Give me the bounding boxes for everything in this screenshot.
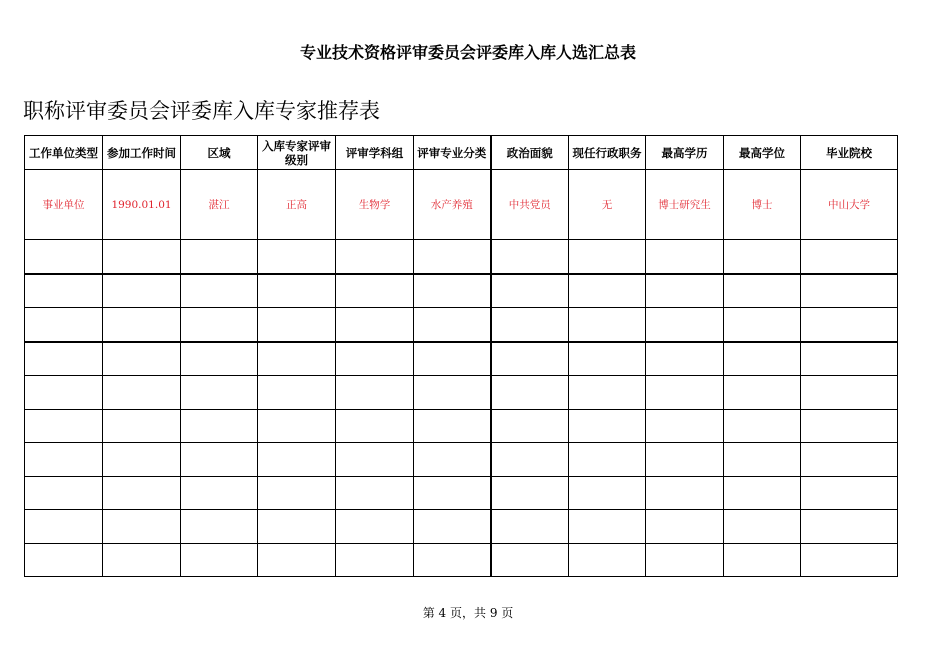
empty-row [25,274,898,308]
empty-cell[interactable] [491,510,569,544]
empty-row [25,476,898,510]
empty-cell[interactable] [491,476,569,510]
empty-cell[interactable] [258,342,336,376]
empty-cell[interactable] [569,376,646,410]
empty-cell[interactable] [25,308,103,342]
page-footer: 第 4 页，共 9 页 [422,606,514,620]
empty-cell[interactable] [724,510,801,544]
empty-cell[interactable] [569,240,646,274]
empty-cell[interactable] [258,409,336,443]
column-header: 毕业院校 [801,136,898,170]
empty-cell[interactable] [724,376,801,410]
empty-cell[interactable] [491,308,569,342]
empty-cell[interactable] [25,543,103,577]
column-header: 最高学历 [646,136,724,170]
empty-cell[interactable] [258,376,336,410]
empty-cell[interactable] [258,308,336,342]
empty-row [25,240,898,274]
table-cell[interactable]: 生物学 [336,170,414,240]
table-cell[interactable]: 无 [569,170,646,240]
empty-cell[interactable] [801,510,898,544]
empty-cell[interactable] [181,510,258,544]
empty-cell[interactable] [336,476,414,510]
empty-cell[interactable] [336,240,414,274]
empty-cell[interactable] [336,543,414,577]
empty-cell[interactable] [414,342,491,376]
empty-cell[interactable] [491,409,569,443]
column-header: 入库专家评审级别 [258,136,336,170]
column-header: 工作单位类型 [25,136,103,170]
empty-cell[interactable] [801,443,898,477]
empty-cell[interactable] [414,476,491,510]
empty-cell[interactable] [258,443,336,477]
column-header: 评审学科组 [336,136,414,170]
empty-cell[interactable] [646,510,724,544]
empty-cell[interactable] [103,342,181,376]
empty-cell[interactable] [414,543,491,577]
empty-cell[interactable] [258,476,336,510]
empty-cell[interactable] [724,476,801,510]
empty-cell[interactable] [569,443,646,477]
recommendation-table [24,135,898,577]
empty-cell[interactable] [801,274,898,308]
empty-cell[interactable] [414,376,491,410]
table-cell[interactable]: 1990.01.01 [103,170,181,240]
empty-row [25,376,898,410]
empty-cell[interactable] [569,342,646,376]
empty-cell[interactable] [491,274,569,308]
empty-cell[interactable] [181,240,258,274]
empty-cell[interactable] [414,240,491,274]
empty-cell[interactable] [336,308,414,342]
empty-cell[interactable] [569,510,646,544]
empty-cell[interactable] [25,409,103,443]
empty-cell[interactable] [414,443,491,477]
empty-row [25,510,898,544]
empty-cell[interactable] [103,308,181,342]
empty-cell[interactable] [103,443,181,477]
table-cell[interactable]: 博士 [724,170,801,240]
page-title: 职称评审委员会评委库入库专家推荐表 [23,99,380,123]
table-cell[interactable]: 中共党员 [491,170,569,240]
table-cell[interactable]: 事业单位 [25,170,103,240]
empty-cell[interactable] [25,342,103,376]
empty-cell[interactable] [181,342,258,376]
table-cell[interactable]: 博士研究生 [646,170,724,240]
column-header: 现任行政职务 [569,136,646,170]
empty-cell[interactable] [491,342,569,376]
empty-cell[interactable] [25,476,103,510]
empty-cell[interactable] [801,543,898,577]
empty-cell[interactable] [569,476,646,510]
top-title: 专业技术资格评审委员会评委库入库人选汇总表 [299,43,636,62]
empty-cell[interactable] [258,240,336,274]
empty-cell[interactable] [724,409,801,443]
column-header: 评审专业分类 [414,136,491,170]
empty-cell[interactable] [569,543,646,577]
empty-cell[interactable] [336,376,414,410]
table-cell[interactable]: 正高 [258,170,336,240]
column-header: 政治面貌 [491,136,569,170]
empty-cell[interactable] [25,376,103,410]
empty-cell[interactable] [181,274,258,308]
empty-cell[interactable] [414,510,491,544]
empty-cell[interactable] [646,274,724,308]
empty-cell[interactable] [569,308,646,342]
empty-cell[interactable] [724,308,801,342]
empty-cell[interactable] [724,543,801,577]
empty-cell[interactable] [181,476,258,510]
empty-cell[interactable] [103,376,181,410]
empty-cell[interactable] [181,376,258,410]
empty-cell[interactable] [25,443,103,477]
empty-cell[interactable] [724,240,801,274]
empty-cell[interactable] [103,543,181,577]
empty-cell[interactable] [103,409,181,443]
empty-cell[interactable] [646,308,724,342]
empty-cell[interactable] [258,274,336,308]
empty-cell[interactable] [336,409,414,443]
empty-cell[interactable] [801,240,898,274]
empty-cell[interactable] [646,543,724,577]
empty-cell[interactable] [801,376,898,410]
empty-cell[interactable] [414,409,491,443]
column-header: 最高学位 [724,136,801,170]
empty-cell[interactable] [25,274,103,308]
table-cell[interactable]: 湛江 [181,170,258,240]
empty-cell[interactable] [491,443,569,477]
empty-cell[interactable] [646,342,724,376]
empty-cell[interactable] [258,510,336,544]
empty-cell[interactable] [569,409,646,443]
empty-cell[interactable] [491,543,569,577]
empty-cell[interactable] [646,240,724,274]
empty-cell[interactable] [181,308,258,342]
empty-cell[interactable] [103,240,181,274]
header-row [25,136,898,170]
empty-row [25,308,898,342]
empty-cell[interactable] [181,409,258,443]
empty-cell[interactable] [258,543,336,577]
table-cell[interactable]: 中山大学 [801,170,898,240]
empty-row [25,342,898,376]
empty-cell[interactable] [724,274,801,308]
empty-cell[interactable] [336,510,414,544]
empty-row [25,443,898,477]
empty-cell[interactable] [801,308,898,342]
empty-cell[interactable] [491,376,569,410]
empty-cell[interactable] [25,510,103,544]
empty-cell[interactable] [25,240,103,274]
table-row [25,170,898,240]
empty-cell[interactable] [801,409,898,443]
empty-row [25,409,898,443]
empty-cell[interactable] [724,342,801,376]
empty-cell[interactable] [801,342,898,376]
empty-cell[interactable] [336,342,414,376]
empty-row [25,543,898,577]
empty-cell[interactable] [569,274,646,308]
empty-cell[interactable] [414,274,491,308]
empty-cell[interactable] [646,443,724,477]
empty-cell[interactable] [336,443,414,477]
empty-cell[interactable] [646,476,724,510]
empty-cell[interactable] [181,443,258,477]
column-header: 参加工作时间 [103,136,181,170]
column-header: 区域 [181,136,258,170]
empty-cell[interactable] [801,476,898,510]
empty-cell[interactable] [336,274,414,308]
empty-cell[interactable] [491,240,569,274]
empty-cell[interactable] [414,308,491,342]
empty-cell[interactable] [724,443,801,477]
empty-cell[interactable] [646,409,724,443]
empty-cell[interactable] [103,510,181,544]
empty-cell[interactable] [103,274,181,308]
empty-cell[interactable] [103,476,181,510]
empty-cell[interactable] [181,543,258,577]
empty-cell[interactable] [646,376,724,410]
table-cell[interactable]: 水产养殖 [414,170,491,240]
